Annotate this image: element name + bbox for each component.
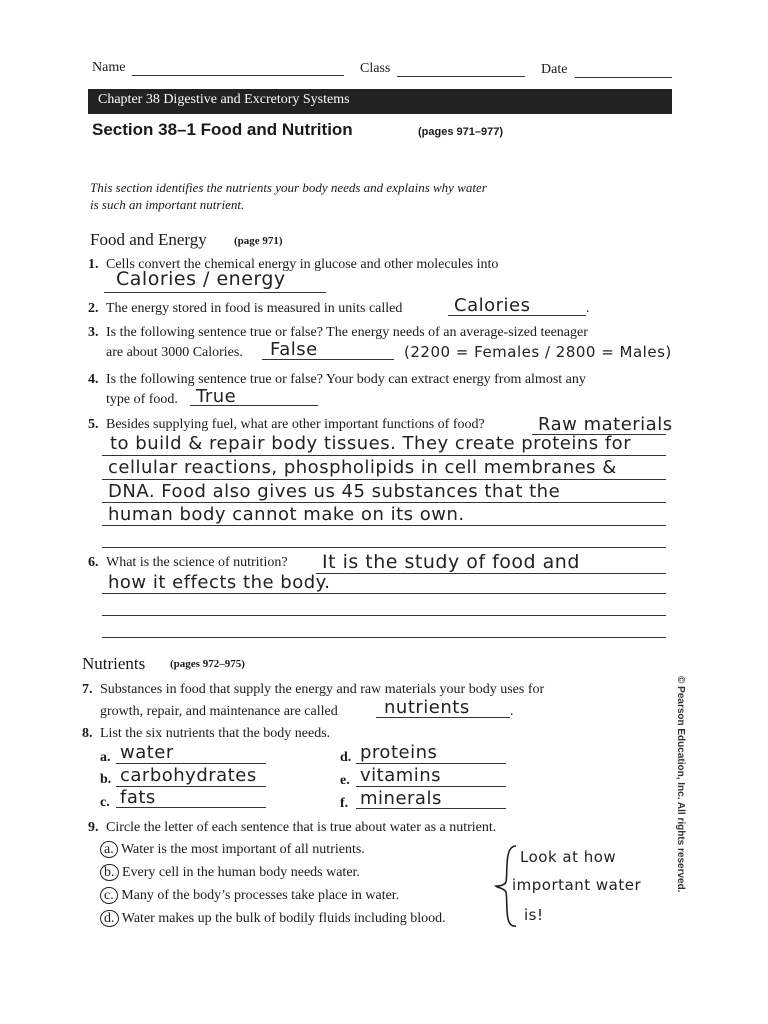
q1-answer: Calories / energy xyxy=(116,268,286,290)
q6-text: What is the science of nutrition? xyxy=(106,555,288,570)
food-energy-pages: (page 971) xyxy=(234,235,283,247)
q5-answer-1: Raw materials xyxy=(538,414,673,435)
q7-end: . xyxy=(510,704,514,719)
q5-answer-2: to build & repair body tissues. They create proteins for xyxy=(110,433,632,454)
q5-text: Besides supplying fuel, what are other important functions of food? xyxy=(106,417,485,432)
q8-text: List the six nutrients that the body needs. xyxy=(100,726,331,741)
chapter-banner xyxy=(88,89,672,114)
q9-letter-d: d. xyxy=(100,910,119,927)
q1-number: 1. xyxy=(88,257,99,272)
class-line xyxy=(397,76,525,77)
q5-answer-5: human body cannot make on its own. xyxy=(108,504,465,525)
q9-text: Circle the letter of each sentence that is true about water as a nutrient. xyxy=(106,820,497,835)
q8-answer-c: fats xyxy=(120,787,156,808)
q2-number: 2. xyxy=(88,301,99,316)
q8-line-a xyxy=(116,763,266,764)
date-line xyxy=(575,77,672,78)
q8-letter-f: f. xyxy=(340,796,349,811)
q9-item-b xyxy=(100,864,360,881)
q8-answer-b: carbohydrates xyxy=(120,765,257,786)
intro-line-1: This section identifies the nutrients your body needs and explains why water xyxy=(90,180,487,195)
q8-letter-d: d. xyxy=(340,750,352,765)
q5-line-5 xyxy=(102,525,666,526)
q6-line-3 xyxy=(102,615,666,616)
q7-text: Substances in food that supply the energy and raw materials your body uses for xyxy=(100,682,545,697)
q5-answer-4: DNA. Food also gives us 45 substances that the xyxy=(108,481,561,502)
margin-note-1: Look at how xyxy=(520,848,617,866)
name-label: Name xyxy=(92,60,126,75)
q5-number: 5. xyxy=(88,417,99,432)
intro-line-2: is such an important nutrient. xyxy=(90,197,245,212)
q4-answer: True xyxy=(196,386,237,407)
q5-line-6 xyxy=(102,547,666,548)
q7-number: 7. xyxy=(82,682,93,697)
q2-text: The energy stored in food is measured in units called xyxy=(106,301,403,316)
q3-answer-line xyxy=(262,359,394,360)
q3-note: (2200 = Females / 2800 = Males) xyxy=(404,343,672,361)
q4-number: 4. xyxy=(88,372,99,387)
q3-text: Is the following sentence true or false? The energy needs of an average-sized teenager xyxy=(106,325,588,340)
q8-letter-b: b. xyxy=(100,772,112,787)
q8-line-f xyxy=(356,808,506,809)
q2-answer-line xyxy=(448,315,586,316)
q7-answer: nutrients xyxy=(384,697,470,718)
q6-answer-1: It is the study of food and xyxy=(322,551,580,573)
chapter-banner-text: Chapter 38 Digestive and Excretory Systems xyxy=(98,92,350,107)
q8-letter-e: e. xyxy=(340,773,350,788)
q8-number: 8. xyxy=(82,726,93,741)
q9-letter-b: b. xyxy=(100,864,119,881)
q9-letter-a: a. xyxy=(100,841,118,858)
q8-letter-a: a. xyxy=(100,750,111,765)
q4-text: Is the following sentence true or false? Your body can extract energy from almost any xyxy=(106,372,586,387)
q6-answer-2: how it effects the body. xyxy=(108,572,331,593)
q7-text-2: growth, repair, and maintenance are called xyxy=(100,704,338,719)
q4-text-2: type of food. xyxy=(106,392,178,407)
q2-end: . xyxy=(586,301,590,316)
section-title: Section 38–1 Food and Nutrition xyxy=(92,120,353,139)
q6-number: 6. xyxy=(88,555,99,570)
q6-line-1 xyxy=(316,573,666,574)
nutrients-heading: Nutrients xyxy=(82,654,146,673)
q8-line-d xyxy=(356,763,506,764)
q9-letter-c: c. xyxy=(100,887,118,904)
q3-number: 3. xyxy=(88,325,99,340)
q8-line-c xyxy=(116,807,266,808)
q3-text-2: are about 3000 Calories. xyxy=(106,345,243,360)
margin-note-3: is! xyxy=(524,906,544,924)
q6-line-4 xyxy=(102,637,666,638)
q1-answer-line xyxy=(104,292,326,293)
q3-answer: False xyxy=(270,339,318,360)
q9-item-c xyxy=(100,887,399,904)
q8-line-e xyxy=(356,786,506,787)
q4-answer-line xyxy=(190,405,318,406)
section-pages: (pages 971–977) xyxy=(418,126,503,138)
q9-text-a: Water is the most important of all nutrients. xyxy=(120,842,365,857)
class-label: Class xyxy=(360,61,391,76)
copyright-text: © Pearson Education, Inc. All rights reserved. xyxy=(675,676,686,893)
food-energy-heading: Food and Energy xyxy=(90,230,207,249)
q9-text-c: Many of the body’s processes take place in water. xyxy=(121,888,400,903)
q8-answer-f: minerals xyxy=(360,788,442,809)
q8-answer-d: proteins xyxy=(360,742,438,763)
q5-line-2 xyxy=(102,455,666,456)
date-label: Date xyxy=(541,62,568,77)
q7-answer-line xyxy=(376,717,510,718)
q8-answer-e: vitamins xyxy=(360,765,442,786)
q9-item-d xyxy=(100,910,446,927)
q5-line-3 xyxy=(102,479,666,480)
q8-letter-c: c. xyxy=(100,795,110,810)
q2-answer: Calories xyxy=(454,295,531,316)
q9-text-b: Every cell in the human body needs water. xyxy=(122,865,360,880)
q5-line-4 xyxy=(102,502,666,503)
margin-note-2: important water xyxy=(512,876,642,894)
q8-answer-a: water xyxy=(120,742,174,763)
q6-line-2 xyxy=(102,593,666,594)
nutrients-pages: (pages 972–975) xyxy=(170,658,245,670)
q5-answer-3: cellular reactions, phospholipids in cell membranes & xyxy=(108,457,617,478)
q9-item-a xyxy=(100,841,365,858)
q9-number: 9. xyxy=(88,820,99,835)
q1-text: Cells convert the chemical energy in glucose and other molecules into xyxy=(106,257,499,272)
name-line xyxy=(132,75,344,76)
q9-text-d: Water makes up the bulk of bodily fluids including blood. xyxy=(121,911,446,926)
